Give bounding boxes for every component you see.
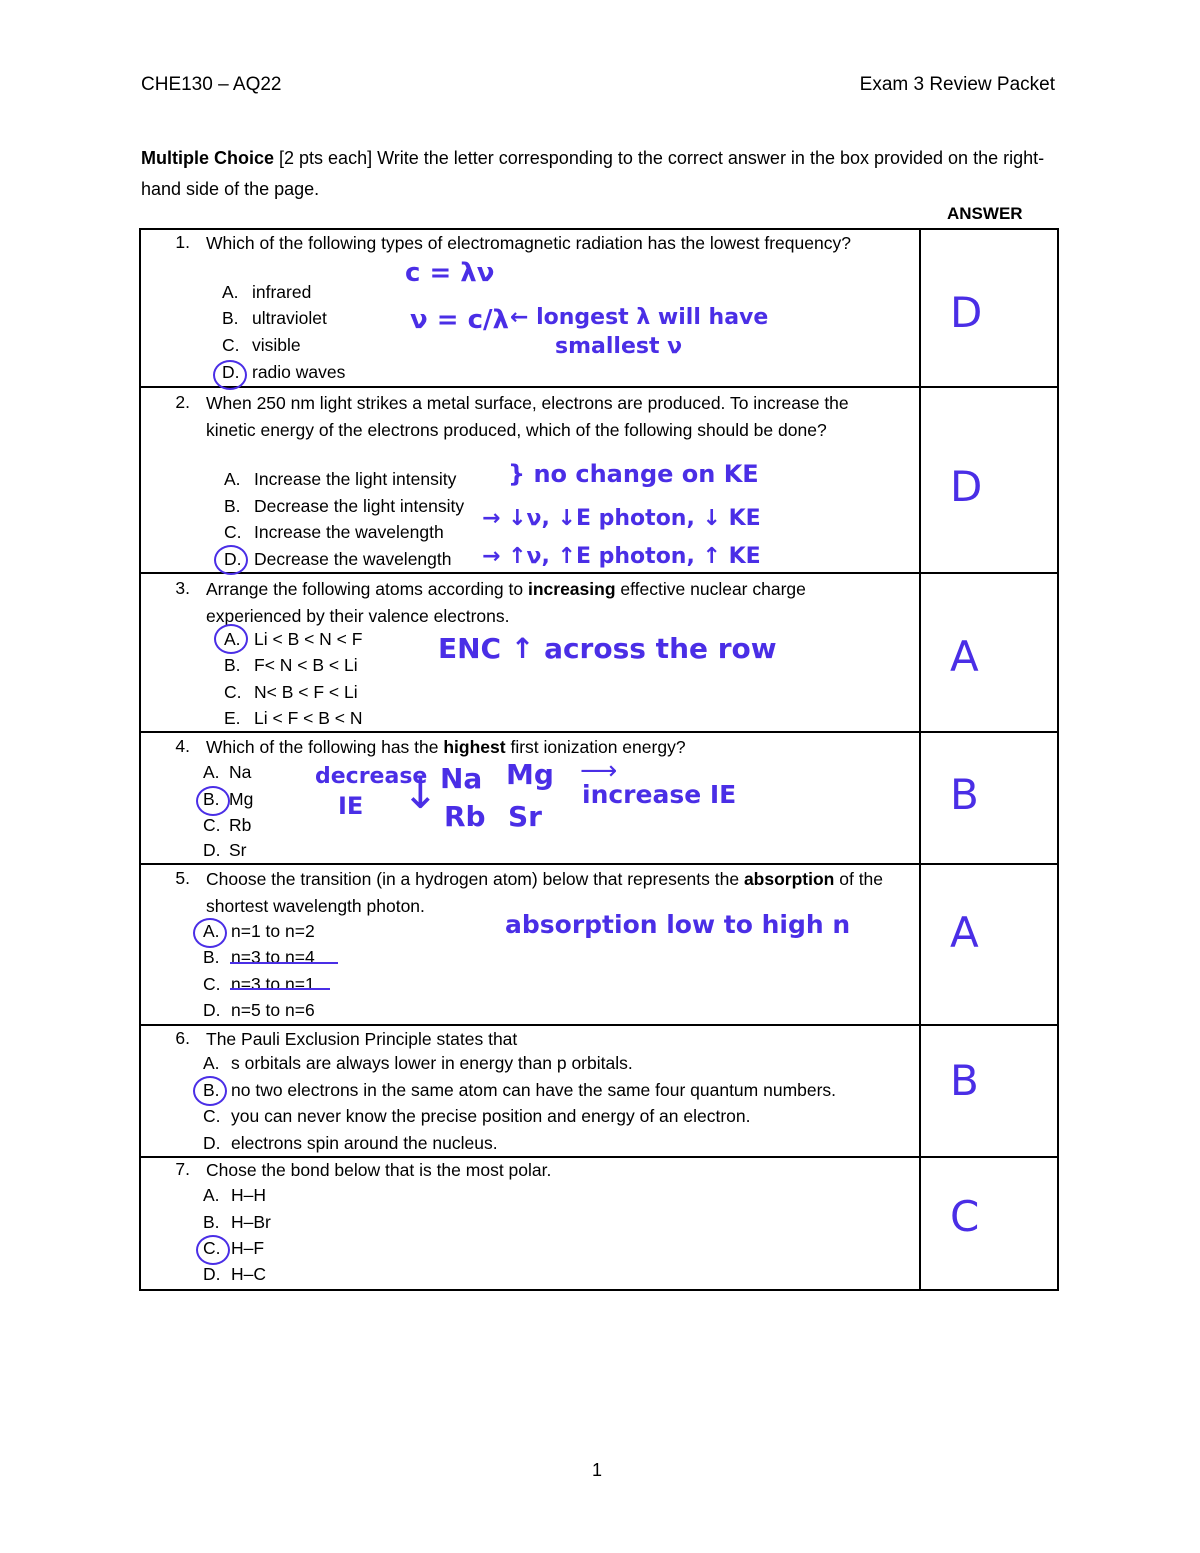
question-text: Arrange the following atoms according to increasing effective nuclear charge experienced by their valence electrons. <box>206 579 806 626</box>
handwritten-note: Mg <box>506 758 554 791</box>
instructions <box>141 143 1066 205</box>
answer-letter: D <box>950 288 983 337</box>
selected-answer-circle <box>196 1235 230 1265</box>
answer-letter: D <box>950 462 983 511</box>
option-b: B. no two electrons in the same atom can have the same four quantum numbers. <box>203 1080 837 1100</box>
option-d: D. Sr <box>203 840 247 860</box>
instructions-text: [2 pts each] Write the letter corresponding to the correct answer in the box provided on the right-hand side of the page. <box>141 148 1045 199</box>
question-number: 5. <box>175 868 190 888</box>
question-text: Which of the following has the highest first ionization energy? <box>206 737 686 757</box>
option-a: A. s orbitals are always lower in energy than p orbitals. <box>203 1053 633 1073</box>
handwritten-note: → ↑ν, ↑E photon, ↑ KE <box>482 544 761 569</box>
option-b: B. F< N < B < Li <box>224 655 358 675</box>
answer-letter: A <box>950 908 979 957</box>
option-b: B. n=3 to n=4 <box>203 947 315 967</box>
option-b: B. H–Br <box>203 1212 271 1232</box>
row-divider <box>139 863 1059 865</box>
question-text: Choose the transition (in a hydrogen atom) below that represents the absorption of the shortest wavelength photon. <box>206 869 884 916</box>
handwritten-note: ← longest λ will have <box>510 305 769 330</box>
row-divider <box>139 572 1059 574</box>
question-text: The Pauli Exclusion Principle states that <box>206 1029 518 1049</box>
handwritten-note: Sr <box>508 800 542 833</box>
option-a: A. infrared <box>222 282 312 302</box>
selected-answer-circle <box>214 624 248 654</box>
strikethrough-line <box>230 988 330 990</box>
option-d: D. H–C <box>203 1264 267 1284</box>
selected-answer-circle <box>213 360 247 390</box>
question-number: 2. <box>175 392 190 412</box>
row-divider <box>139 731 1059 733</box>
option-c: C. H–F <box>203 1238 265 1258</box>
answer-letter: A <box>950 632 979 681</box>
option-d: D. electrons spin around the nucleus. <box>203 1133 498 1153</box>
handwritten-note: smallest ν <box>555 334 683 359</box>
row-divider <box>139 386 1059 388</box>
handwritten-note: Rb <box>444 800 486 833</box>
option-c: C. you can never know the precise position and energy of an electron. <box>203 1106 751 1126</box>
option-b: B. ultraviolet <box>222 308 327 328</box>
question-number: 6. <box>175 1028 190 1048</box>
handwritten-note: decrease <box>315 764 428 789</box>
handwritten-note: ν = c/λ <box>410 305 509 335</box>
handwritten-note: } no change on KE <box>508 460 759 488</box>
question-number: 4. <box>175 736 190 756</box>
option-a: A. Na <box>203 762 252 782</box>
document-title: Exam 3 Review Packet <box>859 74 1055 95</box>
question-number: 3. <box>175 578 190 598</box>
question-text: Which of the following types of electromagnetic radiation has the lowest frequency? <box>206 233 851 253</box>
option-a: A. Increase the light intensity <box>224 469 457 489</box>
option-c: C. Rb <box>203 815 252 835</box>
option-c: C. n=3 to n=1 <box>203 974 315 994</box>
answer-letter: C <box>950 1192 980 1241</box>
option-e: E. Li < F < B < N <box>224 708 363 728</box>
down-arrow-icon: ↓ <box>402 768 439 819</box>
handwritten-note: IE <box>338 792 364 820</box>
option-c: C. Increase the wavelength <box>224 522 444 542</box>
question-number: 1. <box>175 232 190 252</box>
answer-column-header: ANSWER <box>947 204 1023 223</box>
question-number: 7. <box>175 1159 190 1179</box>
selected-answer-circle <box>193 918 227 948</box>
selected-answer-circle <box>214 545 248 575</box>
answer-letter: B <box>950 1056 979 1105</box>
handwritten-note: c = λν <box>405 258 495 288</box>
right-arrow-icon: ⟶ <box>580 756 618 786</box>
option-d: D. n=5 to n=6 <box>203 1000 315 1020</box>
selected-answer-circle <box>193 1076 227 1106</box>
option-a: A. H–H <box>203 1185 267 1205</box>
option-d: D. Decrease the wavelength <box>224 549 452 569</box>
option-d: D. radio waves <box>222 362 346 382</box>
page-number: 1 <box>592 1460 603 1480</box>
handwritten-note: ENC ↑ across the row <box>438 632 777 665</box>
answer-letter: B <box>950 770 979 819</box>
option-b: B. Decrease the light intensity <box>224 496 465 516</box>
option-c: C. N< B < F < Li <box>224 682 358 702</box>
option-c: C. visible <box>222 335 301 355</box>
handwritten-note: increase IE <box>582 780 737 809</box>
strikethrough-line <box>230 962 338 964</box>
question-text: Chose the bond below that is the most polar. <box>206 1160 552 1180</box>
option-a: A. Li < B < N < F <box>224 629 363 649</box>
option-a: A. n=1 to n=2 <box>203 921 315 941</box>
selected-answer-circle <box>196 786 230 816</box>
handwritten-note: Na <box>440 762 483 795</box>
question-text: When 250 nm light strikes a metal surface, electrons are produced. To increase the kinetic energy of the electrons produced, which of the following should be done? <box>206 393 849 440</box>
course-code: CHE130 – AQ22 <box>141 74 282 95</box>
instructions-heading: Multiple Choice <box>141 148 275 168</box>
handwritten-note: absorption low to high n <box>505 910 851 939</box>
option-b: B. Mg <box>203 789 254 809</box>
handwritten-note: → ↓ν, ↓E photon, ↓ KE <box>482 506 761 531</box>
